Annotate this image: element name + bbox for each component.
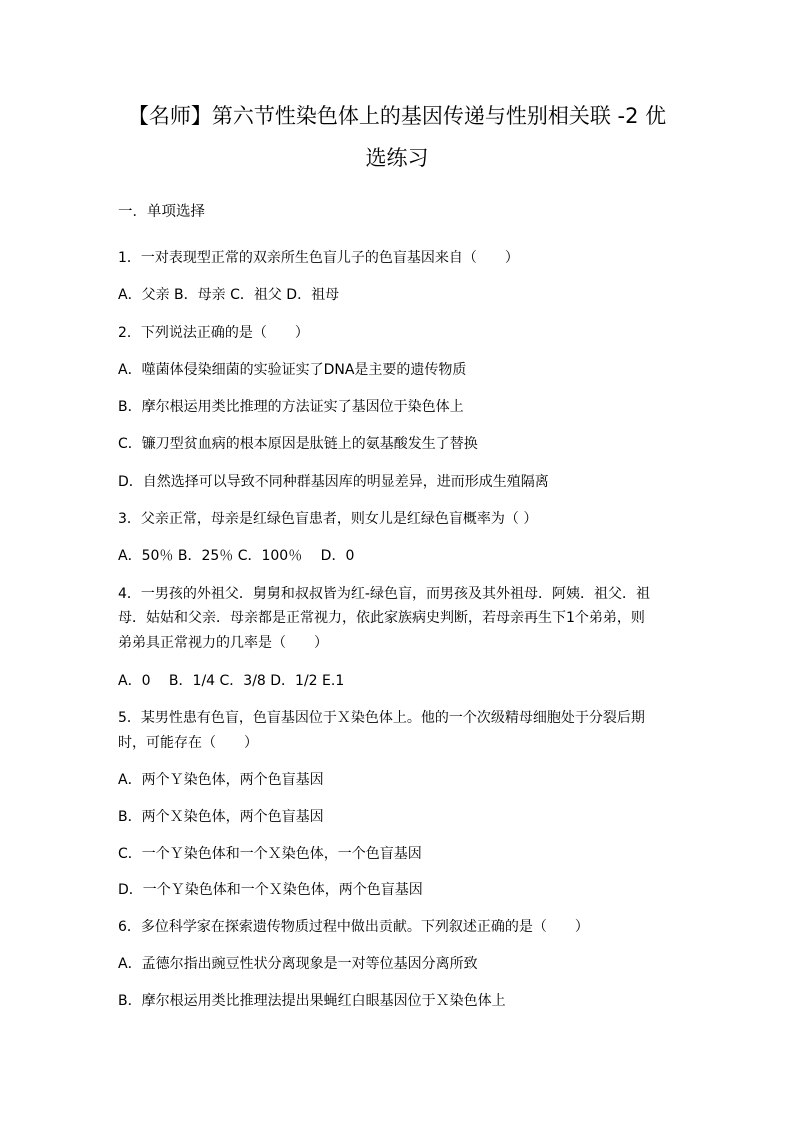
question-4-stem-line-2: 母．姑姑和父亲．母亲都是正常视力，依此家族病史判断，若母亲再生下1个弟弟，则 <box>118 610 645 626</box>
question-2-option-d: D．自然选择可以导致不同种群基因库的明显差异，进而形成生殖隔离 <box>118 474 549 490</box>
question-6-stem: 6．多位科学家在探索遗传物质过程中做出贡献。下列叙述正确的是（ ） <box>118 919 589 935</box>
question-4-options: A．0 B．1/4 C．3/8 D．1/2 E.1 <box>118 673 345 689</box>
question-2-option-b: B．摩尔根运用类比推理的方法证实了基因位于染色体上 <box>118 399 464 415</box>
question-3-options: A．50％ B．25％ C．100％ D．0 <box>118 548 355 564</box>
question-5-stem-line-1: 5．某男性患有色盲，色盲基因位于Ｘ染色体上。他的一个次级精母细胞处于分裂后期 <box>118 710 645 726</box>
question-5-option-a: A．两个Ｙ染色体，两个色盲基因 <box>118 772 324 788</box>
question-3-stem: 3．父亲正常，母亲是红绿色盲患者，则女儿是红绿色盲概率为（ ） <box>118 511 538 527</box>
document-title-line-2: 选练习 <box>365 146 429 170</box>
question-1-options: A．父亲 B．母亲 C．祖父 D．祖母 <box>118 287 340 303</box>
question-5-option-d: D．一个Ｙ染色体和一个Ｘ染色体，两个色盲基因 <box>118 882 423 898</box>
document-title-line-1: 【名师】第六节性染色体上的基因传递与性别相关联 -2 优 <box>127 104 667 128</box>
question-4-stem-line-1: 4．一男孩的外祖父．舅舅和叔叔皆为红-绿色盲，而男孩及其外祖母．阿姨．祖父．祖 <box>118 586 650 602</box>
question-1-stem: 1．一对表现型正常的双亲所生色盲儿子的色盲基因来自（ ） <box>118 250 519 266</box>
question-4-stem-line-3: 弟弟具正常视力的几率是（ ） <box>118 635 328 651</box>
question-2-option-c: C．镰刀型贫血病的根本原因是肽链上的氨基酸发生了替换 <box>118 436 478 452</box>
question-6-option-b: B．摩尔根运用类比推理法提出果蝇红白眼基因位于Ｘ染色体上 <box>118 993 506 1009</box>
section-heading: 一．单项选择 <box>118 204 205 220</box>
question-2-stem: 2．下列说法正确的是（ ） <box>118 325 309 341</box>
question-5-option-b: B．两个Ｘ染色体，两个色盲基因 <box>118 809 324 825</box>
question-5-stem-line-2: 时，可能存在（ ） <box>118 735 258 751</box>
question-2-option-a: A．噬菌体侵染细菌的实验证实了DNA是主要的遗传物质 <box>118 362 467 378</box>
question-6-option-a: A．孟德尔指出豌豆性状分离现象是一对等位基因分离所致 <box>118 956 478 972</box>
question-5-option-c: C．一个Ｙ染色体和一个Ｘ染色体，一个色盲基因 <box>118 846 422 862</box>
